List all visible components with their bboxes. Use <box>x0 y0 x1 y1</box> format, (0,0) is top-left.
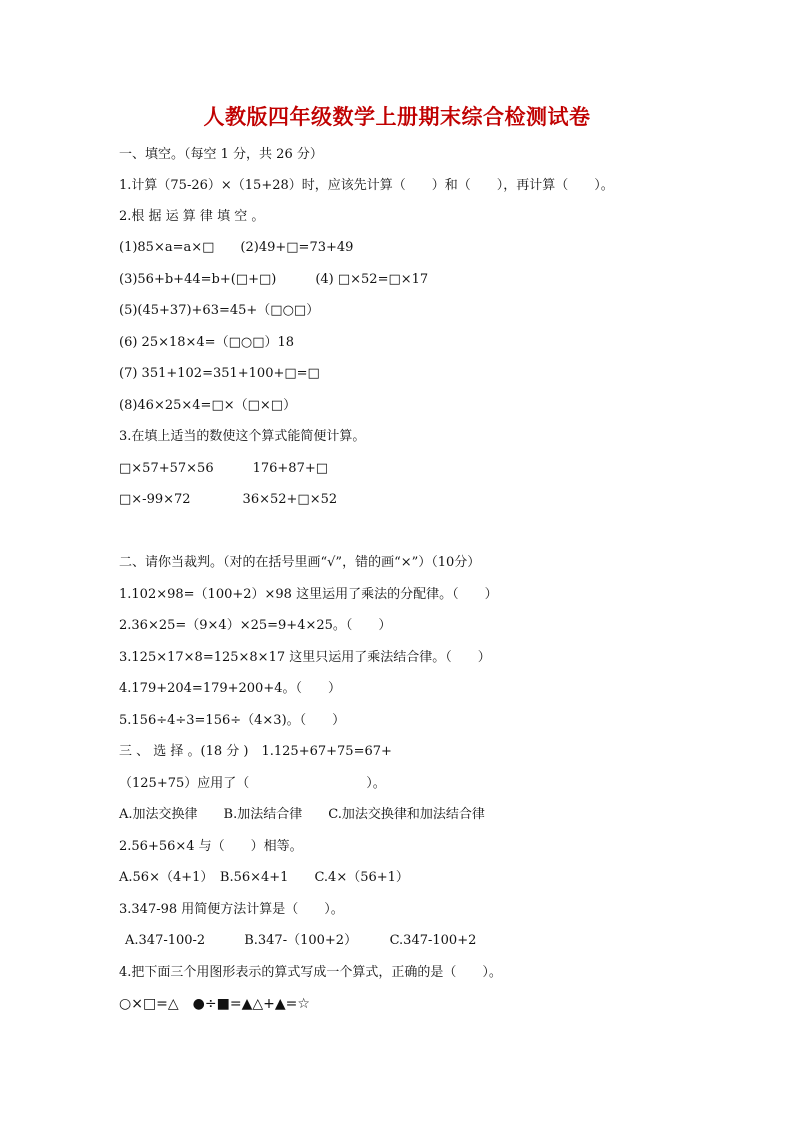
question-1-2: 2.根 据 运 算 律 填 空 。 <box>119 209 265 224</box>
question-1-2-row-b: (3)56+b+44=b+(□+□) (4) □×52=□×17 <box>119 272 429 287</box>
question-1-2-row-d: (6) 25×18×4=（□○□）18 <box>119 335 295 350</box>
question-1-2-row-c: (5)(45+37)+63=45+（□○□） <box>119 303 320 318</box>
question-1-3: 3.在填上适当的数使这个算式能简便计算。 <box>119 429 366 444</box>
question-1-3-row-b: □×-99×72 36×52+□×52 <box>119 492 338 507</box>
question-2-3: 3.125×17×8=125×8×17 这里只运用了乘法结合律。（ ） <box>119 650 491 665</box>
question-2-4: 4.179+204=179+200+4。（ ） <box>119 681 341 696</box>
question-3-1-cont: （125+75）应用了（ ）。 <box>119 776 386 791</box>
question-1-2-row-f: (8)46×25×4=□×（□×□） <box>119 398 297 413</box>
question-3-3: 3.347-98 用简便方法计算是（ ）。 <box>119 902 344 917</box>
question-3-4: 4.把下面三个用图形表示的算式写成一个算式，正确的是（ ）。 <box>119 965 502 980</box>
question-2-1: 1.102×98=（100+2）×98 这里运用了乘法的分配律。（ ） <box>119 587 498 602</box>
question-3-2: 2.56+56×4 与（ ）相等。 <box>119 839 303 854</box>
question-1-2-row-a: (1)85×a=a×□ (2)49+□=73+49 <box>119 240 354 255</box>
question-2-2: 2.36×25=（9×4）×25=9+4×25。（ ） <box>119 618 392 633</box>
question-3-2-options: A.56×（4+1） B.56×4+1 C.4×（56+1） <box>119 870 409 885</box>
section-2-heading: 二、请你当裁判。（对的在括号里画“√”，错的画“×”）（10分） <box>119 555 481 570</box>
question-1-2-row-e: (7) 351+102=351+100+□=□ <box>119 366 320 381</box>
section-1-heading: 一、填空。（每空 1 分，共 26 分） <box>119 147 323 162</box>
question-2-5: 5.156÷4÷3=156÷（4×3)。（ ） <box>119 713 346 728</box>
section-3-heading: 三 、 选 择 。(18 分 ) 1.125+67+75=67+ <box>119 744 392 759</box>
question-3-1-options: A.加法交换律 B.加法结合律 C.加法交换律和加法结合律 <box>119 807 485 822</box>
question-3-4-shapes: ○×□=△ ●÷■=▲△+▲=☆ <box>119 996 310 1012</box>
question-1-3-row-a: □×57+57×56 176+87+□ <box>119 461 329 476</box>
question-1-1: 1.计算（75-26）×（15+28）时，应该先计算（ ）和（ ），再计算（ ）。 <box>119 178 614 193</box>
question-3-3-options: A.347-100-2 B.347-（100+2） C.347-100+2 <box>125 933 477 948</box>
page-title: 人教版四年级数学上册期末综合检测试卷 <box>203 104 591 129</box>
